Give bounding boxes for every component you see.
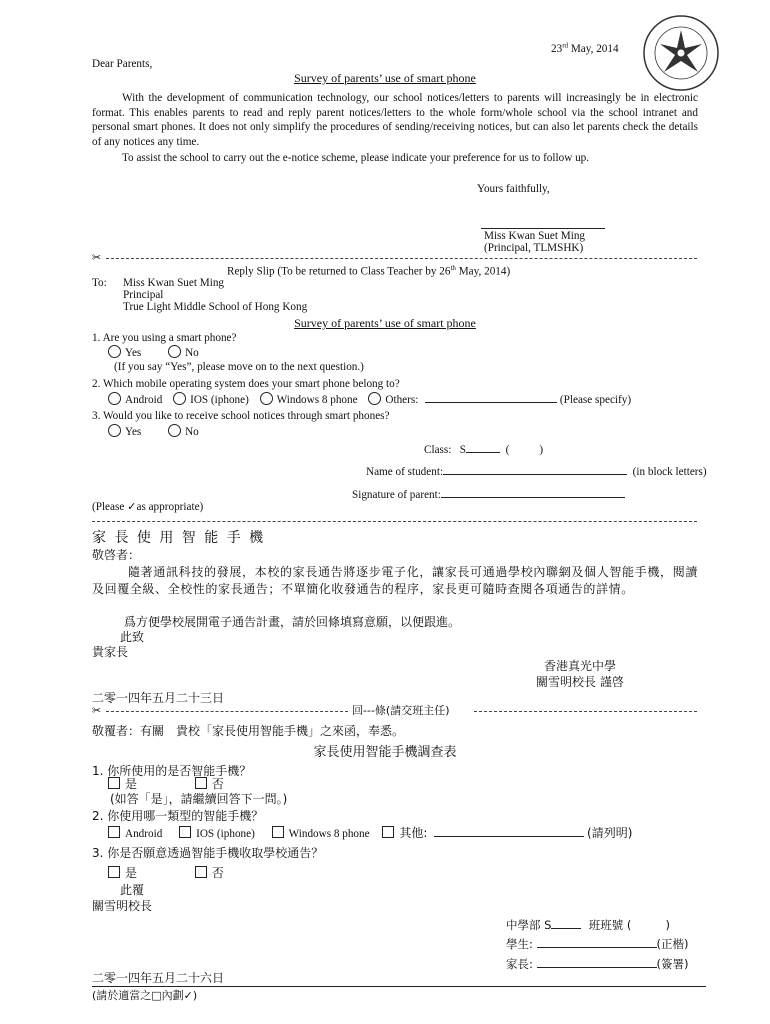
- footer-rule: [92, 986, 706, 987]
- zh-reply-date: 二零一四年五月二十六日: [92, 971, 225, 985]
- q2-options: Android IOS (iphone) Windows 8 phone Others: (Please specify): [108, 392, 631, 408]
- zh-parent-signature-field[interactable]: [537, 957, 657, 968]
- zh-paragraph-1: 隨著通訊科技的發展，本校的家長通告將逐步電子化，讓家長可通過學校內聯網及個人智能手機，閱讀及回覆全級、全校性的家長通告；不單簡化收發通告的程序，家長更可隨時查閱各項通告的詳情。: [92, 565, 698, 596]
- zh-class-field[interactable]: [551, 918, 581, 929]
- letter-title: Survey of parents’ use of smart phone: [294, 71, 476, 85]
- zh-title: 家 長 使 用 智 能 手 機: [92, 530, 266, 546]
- student-name-field[interactable]: [443, 464, 627, 475]
- cut-line-right: [474, 711, 697, 712]
- zh-q1-note: (如答「是」，請繼續回答下一問。): [110, 792, 288, 806]
- zh-q2-ios-checkbox[interactable]: [179, 826, 191, 838]
- zh-question-1: 1. 你所使用的是否智能手機？: [92, 764, 252, 778]
- section-divider: [92, 521, 697, 522]
- zh-principal: 關雪明校長 謹啓: [536, 675, 624, 689]
- zh-q3-options: 是 否: [108, 866, 224, 882]
- zh-q2-options: Android IOS (iphone) Windows 8 phone 其他: (請列明): [108, 826, 632, 842]
- q2-others-radio[interactable]: [368, 392, 381, 405]
- reply-title: Survey of parents’ use of smart phone: [294, 316, 476, 330]
- tick-note: (Please ✓as appropriate): [92, 501, 204, 513]
- zh-question-2: 2. 你使用哪一類型的智能手機？: [92, 809, 264, 823]
- letter-closing: Yours faithfully,: [477, 183, 550, 195]
- q1-yes-radio[interactable]: [108, 345, 121, 358]
- zh-parent-row: 家長: (簽署): [506, 957, 689, 971]
- reply-heading: Reply Slip (To be returned to Class Teacher by 26th May, 2014): [227, 264, 511, 278]
- q1-no-label: No: [185, 347, 199, 359]
- zh-q1-yes-checkbox[interactable]: [108, 777, 120, 789]
- parent-signature-field[interactable]: [441, 487, 625, 498]
- parent-signature-row: Signature of parent:: [352, 487, 625, 503]
- cut-line-left: [106, 711, 348, 712]
- zh-q2-windows-checkbox[interactable]: [272, 826, 284, 838]
- question-1: 1. Are you using a smart phone?: [92, 332, 237, 344]
- to-school: True Light Middle School of Hong Kong: [123, 301, 308, 313]
- zh-reply-opening: 敬覆者：有關 貴校「家長使用智能手機」之來函，奉悉。: [92, 724, 405, 738]
- student-name-row: Name of student: (in block letters): [366, 466, 707, 478]
- letter-salutation: Dear Parents,: [92, 58, 153, 70]
- q1-no-radio[interactable]: [168, 345, 181, 358]
- zh-school: 香港真光中學: [544, 659, 617, 673]
- question-3: 3. Would you like to receive school notices through smart phones?: [92, 410, 390, 422]
- q2-ios-radio[interactable]: [173, 392, 186, 405]
- zh-q2-others-field[interactable]: [434, 826, 584, 837]
- zh-reply-closing-1: 此覆: [120, 883, 145, 897]
- cut-line: [106, 258, 697, 259]
- zh-class-row: 中學部 S 班班號 ( ): [506, 918, 670, 932]
- to-title: Principal: [123, 289, 164, 301]
- q1-yes-label: Yes: [125, 347, 142, 359]
- q1-note: (If you say “Yes”, please move on to the next question.): [114, 361, 364, 373]
- letter-paragraph-2: To assist the school to carry out the e-notice scheme, please indicate your preference for us to follow up.: [122, 152, 590, 164]
- q3-yes-radio[interactable]: [108, 424, 121, 437]
- zh-salutation: 敬啓者：: [92, 548, 141, 562]
- letter-paragraph-1: With the development of communication technology, our school notices/letters to parents will increasingly be in electronic format. This enables parents to read and reply parent notices/letters to the whole form/whole school via the school intranet and personal smart phones. It does not only simplify the procedures of sending/receiving notices, but can also let parents check the details of any notices any time.: [92, 92, 698, 148]
- zh-question-3: 3. 你是否願意透過智能手機收取學校通告？: [92, 846, 324, 860]
- q3-no-radio[interactable]: [168, 424, 181, 437]
- zh-student-row: 學生: (正楷): [506, 937, 689, 951]
- zh-q3-no-checkbox[interactable]: [195, 866, 207, 878]
- q3-options: Yes No: [108, 424, 199, 440]
- zh-cut-label: 回---條(請交班主任): [352, 704, 450, 717]
- to-name: Miss Kwan Suet Ming: [123, 277, 225, 289]
- signatory-title: (Principal, TLMSHK): [484, 242, 584, 254]
- letter-date: 23rd May, 2014: [551, 41, 619, 55]
- to-label: To:: [92, 277, 107, 289]
- q1-options: [108, 345, 199, 361]
- scissors-icon: ✂: [92, 251, 102, 264]
- zh-q1-no-checkbox[interactable]: [195, 777, 207, 789]
- zh-q2-others-checkbox[interactable]: [382, 826, 394, 838]
- zh-q2-android-checkbox[interactable]: [108, 826, 120, 838]
- question-2: 2. Which mobile operating system does your smart phone belong to?: [92, 378, 400, 390]
- zh-closing-2: 貴家長: [92, 645, 129, 659]
- scissors-icon-2: ✂: [92, 704, 102, 717]
- q2-android-radio[interactable]: [108, 392, 121, 405]
- zh-paragraph-2: 爲方便學校展開電子通告計畫，請於回條填寫意願，以便跟進。: [124, 615, 461, 629]
- zh-q1-options: 是 否: [108, 777, 224, 793]
- zh-student-field[interactable]: [537, 937, 657, 948]
- q2-windows-radio[interactable]: [260, 392, 273, 405]
- class-field[interactable]: [466, 442, 500, 453]
- zh-q3-yes-checkbox[interactable]: [108, 866, 120, 878]
- signatory-name: Miss Kwan Suet Ming: [484, 230, 586, 242]
- class-row: Class: S ( ): [424, 444, 544, 456]
- q2-others-field[interactable]: [425, 392, 557, 403]
- zh-closing-1: 此致: [120, 630, 145, 644]
- zh-reply-title: 家長使用智能手機調查表: [313, 745, 457, 760]
- zh-tick-note: (請於適當之□內劃✓): [92, 989, 198, 1002]
- zh-reply-closing-2: 關雪明校長: [92, 899, 153, 913]
- zh-date: 二零一四年五月二十三日: [92, 691, 225, 705]
